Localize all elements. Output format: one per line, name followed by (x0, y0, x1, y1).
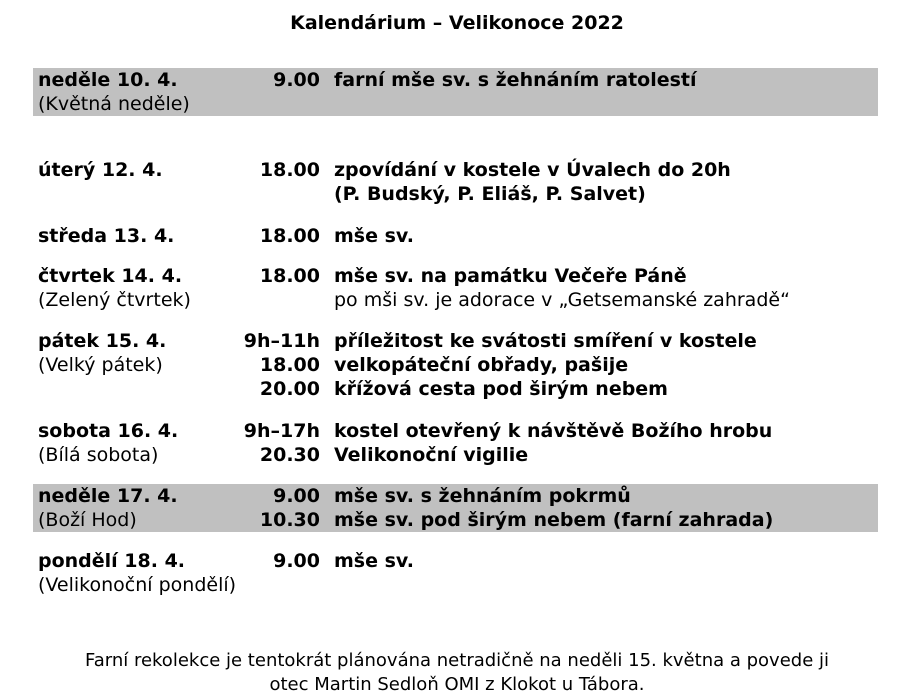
day-label: neděle 17. 4. (38, 485, 178, 507)
event-time: 20.30 (259, 444, 320, 466)
event-time: 9.00 (273, 69, 320, 91)
footer-note (0, 649, 914, 697)
event-text: mše sv. (334, 225, 414, 247)
day-label: úterý 12. 4. (38, 159, 163, 181)
day-label: pátek 15. 4. (38, 330, 167, 352)
note-line: otec Martin Sedloň OMI z Klokot u Tábora. (269, 674, 645, 695)
event-text: mše sv. s žehnáním pokrmů (334, 485, 631, 507)
day-label: čtvrtek 14. 4. (38, 265, 183, 287)
event-text: příležitost ke svátosti smíření v kostele (334, 330, 757, 352)
day-sublabel: (Bílá sobota) (38, 444, 159, 466)
event-text: velkopáteční obřady, pašije (334, 354, 629, 376)
day-sublabel: (Velikonoční pondělí) (38, 574, 237, 596)
event-time: 9.00 (273, 485, 320, 507)
day-sublabel: (Květná neděle) (38, 93, 190, 115)
event-time: 10.30 (259, 509, 320, 531)
event-time: 18.00 (259, 354, 320, 376)
event-time: 9h–17h (243, 420, 320, 442)
event-time: 20.00 (259, 378, 320, 400)
event-text: křížová cesta pod širým nebem (334, 378, 668, 400)
event-time: 9h–11h (243, 330, 320, 352)
event-text: kostel otevřený k návštěvě Božího hrobu (334, 420, 773, 442)
note-line: Farní rekolekce je tentokrát plánována netradičně na neděli 15. května a povede ji (85, 650, 829, 671)
event-time: 18.00 (259, 159, 320, 181)
day-label: středa 13. 4. (38, 225, 175, 247)
event-text: farní mše sv. s žehnáním ratolestí (334, 69, 697, 91)
event-text: mše sv. na památku Večeře Páně (334, 265, 687, 287)
day-sublabel: (Zelený čtvrtek) (38, 289, 191, 311)
event-text: Velikonoční vigilie (334, 444, 529, 466)
event-text: mše sv. (334, 550, 414, 572)
event-text: mše sv. pod širým nebem (farní zahrada) (334, 509, 774, 531)
day-label: sobota 16. 4. (38, 420, 179, 442)
event-time: 9.00 (273, 550, 320, 572)
day-label: neděle 10. 4. (38, 69, 178, 91)
event-time: 18.00 (259, 265, 320, 287)
event-text: zpovídání v kostele v Úvalech do 20h (334, 159, 731, 181)
day-label: pondělí 18. 4. (38, 550, 186, 572)
event-text: po mši sv. je adorace v „Getsemanské zahradě“ (334, 289, 790, 311)
day-sublabel: (Velký pátek) (38, 354, 163, 376)
event-text: (P. Budský, P. Eliáš, P. Salvet) (334, 183, 646, 205)
day-sublabel: (Boží Hod) (38, 509, 137, 531)
event-time: 18.00 (259, 225, 320, 247)
page-title: Kalendárium – Velikonoce 2022 (290, 12, 624, 34)
